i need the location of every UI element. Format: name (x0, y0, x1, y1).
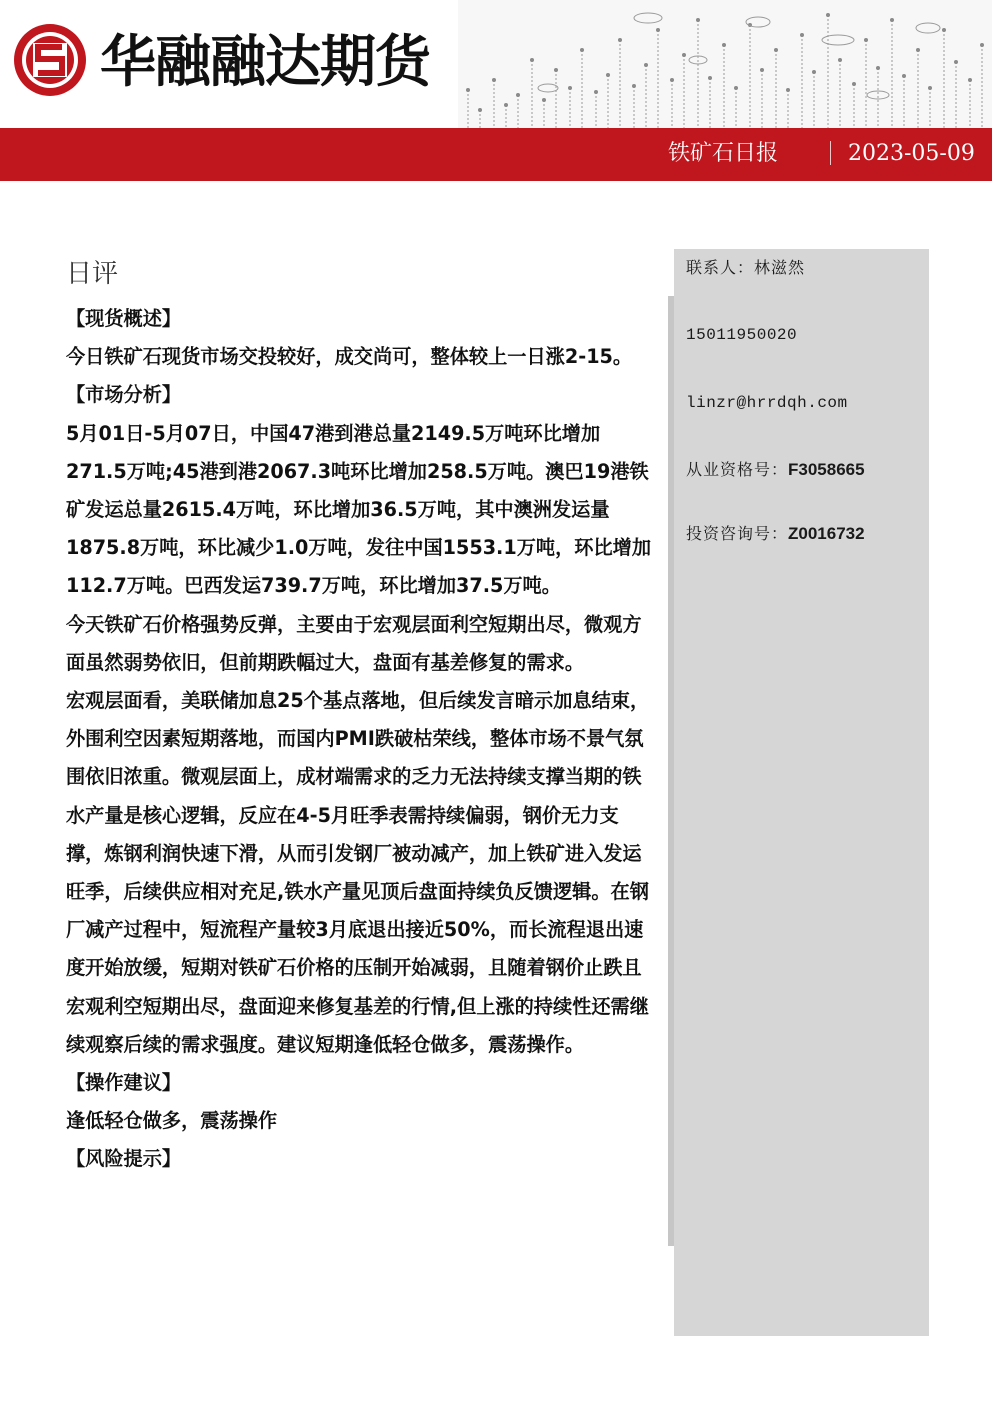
heading-operation-advice: 【操作建议】 (66, 1071, 182, 1095)
market-analysis-price: 今天铁矿石价格强势反弹，主要由于宏观层面利空短期出尽，微观方面虽然弱势依旧，但前期跌幅过大，盘面有基差修复的需求。 (66, 612, 642, 674)
consulting-number (686, 523, 865, 545)
header-divider (830, 141, 831, 165)
contact-panel (674, 249, 929, 1336)
contact-email: linzr@hrrdqh.com (686, 394, 848, 412)
brand-name: 华融融达期货 (100, 30, 430, 95)
market-analysis-macro: 宏观层面看，美联储加息25个基点落地，但后续发言暗示加息结束，外围利空因素短期落地，而国内PMI跌破枯荣线，整体市场不景气氛围依旧浓重。微观层面上，成材端需求的乏力无法持续支撑当期的铁水产量是核心逻辑，反应在4-5月旺季表需持续偏弱，钢价无力支撑，炼钢利润快速下滑，从而引发钢厂被动减产，加上铁矿进入发运旺季，后续供应相对充足,铁水产量见顶后盘面持续负反馈逻辑。在钢厂减产过程中，短流程产量较3月底退出接近50%，而长流程退出速度开始放缓，短期对铁矿石价格的压制开始减弱，且随着钢价止跌且宏观利空短期出尽，盘面迎来修复基差的行情,但上涨的持续性还需继续观察后续的需求强度。建议短期逢低轻仓做多，震荡操作。 (66, 689, 650, 1056)
report-name: 铁矿石日报 (668, 141, 779, 166)
consulting-value: Z0016732 (788, 524, 865, 543)
section-title: 日评 (66, 259, 119, 289)
market-analysis-shipping: 5月01日-5月07日，中国47港到港总量2149.5万吨环比增加271.5万吨;45港到港2067.3吨环比增加258.5万吨。澳巴19港铁矿发运总量2615.4万吨，环比增加36.5万吨，其中澳洲发运量1875.8万吨，环比减少1.0万吨，发往中国1553.1万吨，环比增加112.7万吨。巴西发运739.7万吨，环比增加37.5万吨。 (66, 421, 652, 598)
qualification-number (686, 459, 865, 481)
company-logo-icon (12, 22, 88, 98)
heading-spot-overview: 【现货概述】 (66, 307, 182, 330)
qualification-label: 从业资格号： (686, 460, 789, 479)
report-date: 2023-05-09 (848, 141, 975, 166)
contact-phone: 15011950020 (686, 326, 798, 344)
heading-market-analysis: 【市场分析】 (66, 383, 182, 407)
header-decoration (458, 0, 992, 128)
contact-person: 联系人：林滋然 (686, 258, 806, 277)
heading-risk-warning: 【风险提示】 (66, 1147, 182, 1171)
qualification-value: F3058665 (788, 460, 865, 479)
operation-advice-text: 逢低轻仓做多，震荡操作 (66, 1109, 278, 1133)
header-band (0, 128, 992, 181)
report-body (66, 300, 656, 1179)
consulting-label: 投资咨询号： (686, 524, 789, 543)
spot-overview-text: 今日铁矿石现货市场交投较好，成交尚可，整体较上一日涨2-15。 (66, 345, 633, 369)
